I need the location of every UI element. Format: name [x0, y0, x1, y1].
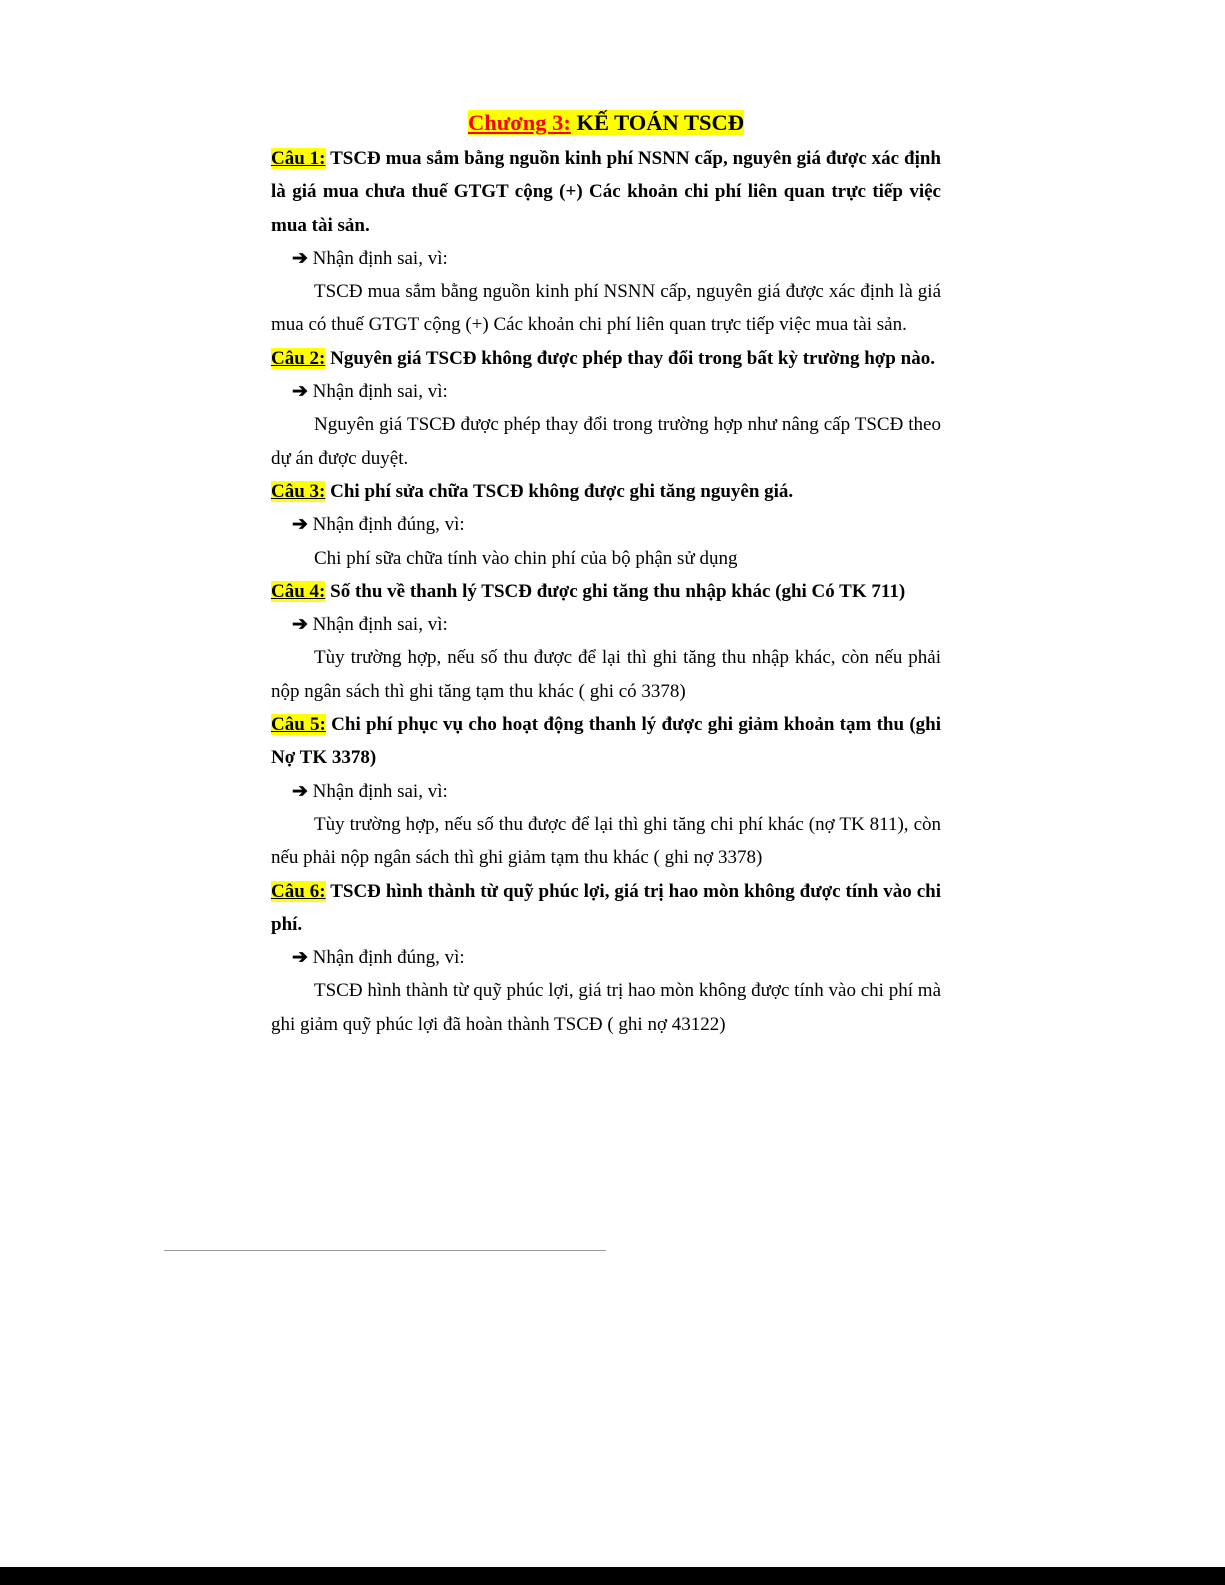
explanation-text: Chi phí sữa chữa tính vào chin phí của bộ phận sử dụng	[314, 547, 738, 569]
question-text: Chi phí sửa chữa TSCĐ không được ghi tăng nguyên giá.	[330, 480, 794, 502]
bottom-edge-bar	[0, 1567, 1225, 1585]
question-text: TSCĐ mua sắm bằng nguồn kinh phí NSNN cấp, nguyên giá được xác định là giá mua chưa thuế GTGT cộng (+) Các khoản chi phí liên quan trực tiếp việc mua tài sản.	[271, 148, 941, 236]
question-statement	[271, 142, 941, 242]
page-content	[271, 104, 941, 1041]
verdict-line	[271, 608, 941, 641]
question-label: Câu 4:	[271, 580, 326, 602]
right-arrow-icon: ➔	[292, 780, 308, 802]
question-block	[271, 142, 941, 342]
question-block	[271, 708, 941, 874]
explanation-text: TSCĐ hình thành từ quỹ phúc lợi, giá trị hao mòn không được tính vào chi phí mà ghi giảm quỹ phúc lợi đã hoàn thành TSCĐ ( ghi nợ 43122)	[271, 980, 941, 1035]
right-arrow-icon: ➔	[292, 381, 308, 403]
question-block	[271, 875, 941, 1041]
right-arrow-icon: ➔	[292, 614, 308, 636]
chapter-title-highlight	[468, 110, 744, 135]
explanation-text: Tùy trường hợp, nếu số thu được để lại thì ghi tăng chi phí khác (nợ TK 811), còn nếu phải nộp ngân sách thì ghi giảm tạm thu khác ( ghi nợ 3378)	[271, 813, 941, 869]
verdict-text: Nhận định sai, vì:	[312, 780, 448, 802]
footnote-separator	[164, 1250, 606, 1251]
question-label: Câu 6:	[271, 880, 326, 902]
verdict-line	[271, 242, 941, 275]
question-text: Chi phí phục vụ cho hoạt động thanh lý được ghi giảm khoản tạm thu (ghi Nợ TK 3378)	[271, 714, 941, 769]
verdict-line	[271, 941, 941, 974]
question-statement	[271, 575, 941, 608]
right-arrow-icon: ➔	[292, 947, 308, 969]
verdict-line	[271, 375, 941, 408]
question-block	[271, 575, 941, 708]
verdict-text: Nhận định sai, vì:	[312, 614, 448, 636]
chapter-name: KẾ TOÁN TSCĐ	[576, 110, 745, 135]
question-text: Số thu về thanh lý TSCĐ được ghi tăng thu nhập khác (ghi Có TK 711)	[330, 580, 906, 602]
question-label: Câu 1:	[271, 148, 326, 169]
question-statement	[271, 475, 941, 508]
explanation-text: TSCĐ mua sắm bằng nguồn kinh phí NSNN cấp, nguyên giá được xác định là giá mua có thuế GTGT cộng (+) Các khoản chi phí liên quan trực tiếp việc mua tài sản.	[271, 281, 941, 336]
question-label: Câu 5:	[271, 714, 326, 736]
question-statement	[271, 342, 941, 375]
verdict-text: Nhận định đúng, vì:	[312, 947, 465, 969]
verdict-text: Nhận định đúng, vì:	[312, 514, 465, 536]
verdict-line	[271, 775, 941, 808]
right-arrow-icon: ➔	[292, 514, 308, 536]
question-label: Câu 3:	[271, 480, 326, 502]
question-text: Nguyên giá TSCĐ không được phép thay đổi trong bất kỳ trường hợp nào.	[330, 347, 935, 369]
question-block	[271, 342, 941, 475]
right-arrow-icon: ➔	[292, 247, 308, 269]
question-text: TSCĐ hình thành từ quỹ phúc lợi, giá trị hao mòn không được tính vào chi phí.	[271, 880, 941, 935]
explanation-text: Nguyên giá TSCĐ được phép thay đổi trong trường hợp như nâng cấp TSCĐ theo dự án được duyệt.	[271, 414, 941, 469]
explanation-text: Tùy trường hợp, nếu số thu được để lại thì ghi tăng thu nhập khác, còn nếu phải nộp ngân sách thì ghi tăng tạm thu khác ( ghi có 3378)	[271, 647, 941, 702]
question-label: Câu 2:	[271, 347, 326, 369]
chapter-label: Chương 3:	[467, 110, 571, 135]
verdict-text: Nhận định sai, vì:	[312, 381, 448, 403]
question-block	[271, 475, 941, 575]
verdict-line	[271, 508, 941, 541]
verdict-text: Nhận định sai, vì:	[312, 247, 448, 269]
question-statement	[271, 708, 941, 775]
chapter-title	[271, 104, 941, 142]
question-statement	[271, 875, 941, 942]
